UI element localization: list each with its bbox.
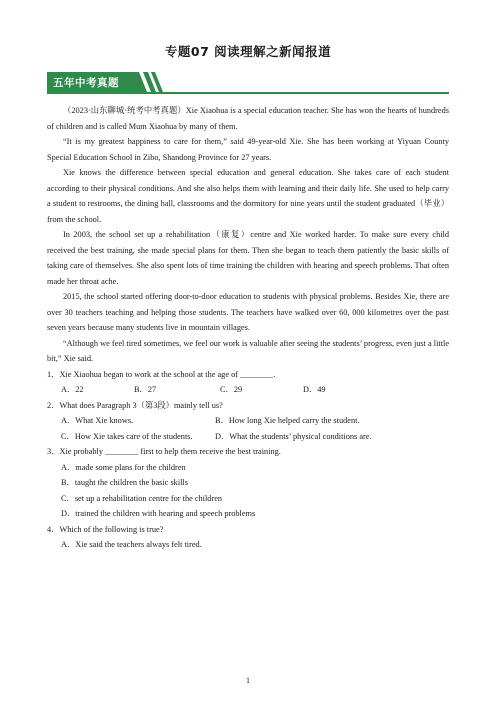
- question-stem: 4．Which of the following is true?: [47, 524, 164, 534]
- question-options-row: [47, 429, 449, 445]
- question-stem: 3．Xie probably ________ first to help them receive the best training.: [47, 447, 281, 456]
- option-c: C．set up a rehabilitation centre for the children: [61, 493, 223, 503]
- option-a: A．What Xie knows.: [61, 416, 134, 425]
- question-stem: 1．Xie Xiaohua began to work at the school at the age of ________.: [47, 369, 276, 379]
- passage-paragraph-3: Xie knows the difference between special education and general education. She takes care of each student according to their physical conditions. And she also helps them with learning and their daily life. She used to help carry a student to restrooms, the dining hall, classrooms and the dormitory for nine years until the student graduated（毕业）from the school.: [47, 168, 449, 224]
- option-a: A．made some plans for the children: [61, 462, 186, 472]
- passage-paragraph-2: “It is my greatest happiness to care for them,” said 49-year-old Xie. She has been working at Yiyuan County Special Education School in Zibo, Shandong Province for 27 years.: [47, 137, 449, 162]
- section-banner: [47, 72, 165, 92]
- question-options: [47, 382, 449, 398]
- question-stem: 2．What does Paragraph 3（第3段）mainly tell us?: [47, 400, 223, 410]
- option-d: D．trained the children with hearing and speech problems: [61, 509, 256, 518]
- reading-passage: [47, 103, 449, 553]
- option-d: D．What the students’ physical conditions are.: [215, 431, 372, 441]
- option-d: D．49: [303, 385, 326, 394]
- option-b: B．taught the children the basic skills: [61, 478, 188, 487]
- passage-paragraph-4: In 2003, the school set up a rehabilitation（康复）centre and Xie worked harder. To make sure every child received the best training, she made special plans for them. Then she began to teach them patiently the basic skills of taking care of themselves. She also spent lots of time training the children with hearing and speech problems. That often made her throat ache.: [47, 230, 449, 286]
- question-3: [47, 444, 449, 522]
- question-2: [47, 398, 449, 445]
- passage-paragraph-5: 2015, the school started offering door-to-door education to students with physical problems. Besides Xie, there are over 30 teachers teaching and helping those students. The teachers have walked over 60, 000 kilometres over the past seven years because many students live in mountain villages.: [47, 292, 449, 332]
- passage-paragraph-6: “Although we feel tired sometimes, we feel our work is valuable after seeing the students’ progress, even just a little bit,” Xie said.: [47, 338, 449, 363]
- option-c: C．29: [220, 385, 243, 394]
- option-a: A．Xie said the teachers always felt tired.: [61, 540, 202, 549]
- passage-paragraph-1: （2023·山东聊城·统考中考真题）Xie Xiaohua is a special education teacher. She has won the hearts of hundreds of children and is called Mum Xiaohua by many of them.: [47, 106, 449, 131]
- option-a: A．22: [61, 385, 84, 394]
- question-options-row: [47, 413, 449, 429]
- document-title: 专题07 阅读理解之新闻报道: [164, 44, 332, 59]
- page-number: 1: [246, 676, 250, 685]
- option-c: C．How Xie takes care of the students.: [61, 431, 193, 441]
- question-1: [47, 367, 449, 398]
- section-divider: [47, 92, 449, 94]
- section-banner-label: 五年中考真题: [53, 77, 119, 89]
- option-b: B．How long Xie helped carry the student.: [215, 416, 360, 425]
- question-4: [47, 522, 449, 553]
- option-b: B．27: [134, 385, 157, 394]
